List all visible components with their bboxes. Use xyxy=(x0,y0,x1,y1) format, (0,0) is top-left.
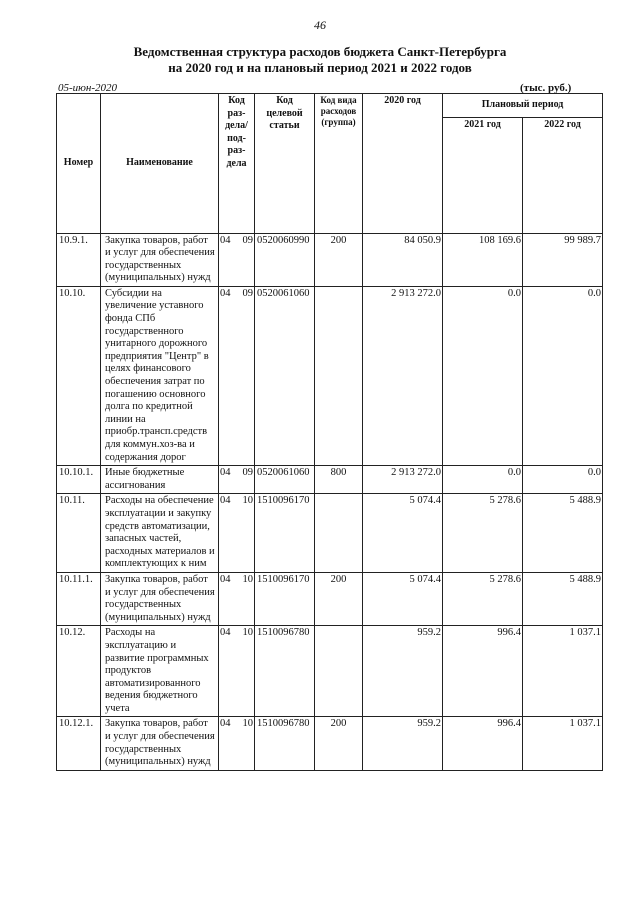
row-2022: 99 989.7 xyxy=(523,233,603,286)
row-number: 10.9.1. xyxy=(57,233,101,286)
row-section: 04 xyxy=(219,717,237,770)
row-2021: 0.0 xyxy=(443,286,523,465)
row-expense: 200 xyxy=(315,572,363,625)
row-2021: 996.4 xyxy=(443,626,523,717)
row-expense xyxy=(315,286,363,465)
row-2022: 1 037.1 xyxy=(523,626,603,717)
table-row xyxy=(57,494,603,573)
page-number: 46 xyxy=(314,18,326,32)
row-expense: 800 xyxy=(315,466,363,494)
row-2022: 1 037.1 xyxy=(523,717,603,770)
row-2020: 5 074.4 xyxy=(363,494,443,573)
row-2020: 959.2 xyxy=(363,626,443,717)
row-2022: 0.0 xyxy=(523,286,603,465)
row-number: 10.11. xyxy=(57,494,101,573)
row-target: 1510096170 xyxy=(255,494,315,573)
row-subsection: 10 xyxy=(237,717,255,770)
title-line-2: на 2020 год и на плановый период 2021 и 2022 годов xyxy=(168,60,472,75)
row-name: Закупка товаров, работ и услуг для обеспечения государственных (муниципальных) нужд xyxy=(101,233,219,286)
row-expense: 200 xyxy=(315,717,363,770)
row-section: 04 xyxy=(219,466,237,494)
row-number: 10.11.1. xyxy=(57,572,101,625)
table-row xyxy=(57,626,603,717)
row-2021: 108 169.6 xyxy=(443,233,523,286)
row-2021: 996.4 xyxy=(443,717,523,770)
table-row xyxy=(57,572,603,625)
row-2021: 5 278.6 xyxy=(443,572,523,625)
row-2022: 5 488.9 xyxy=(523,494,603,573)
header-2021-space xyxy=(443,133,523,234)
header-2022-space xyxy=(523,133,603,234)
document-date: 05-июн-2020 xyxy=(58,82,118,94)
header-name: Наименование xyxy=(101,94,219,234)
document-title xyxy=(0,44,640,76)
row-number: 10.12. xyxy=(57,626,101,717)
row-2022: 5 488.9 xyxy=(523,572,603,625)
row-section: 04 xyxy=(219,286,237,465)
row-name: Закупка товаров, работ и услуг для обеспечения государственных (муниципальных) нужд xyxy=(101,572,219,625)
table-row xyxy=(57,286,603,465)
row-name: Расходы на обеспечение эксплуатации и закупку средств автоматизации, запасных частей, расходных материалов и комплектующих к ним xyxy=(101,494,219,573)
row-expense: 200 xyxy=(315,233,363,286)
row-subsection: 09 xyxy=(237,286,255,465)
row-2021: 0.0 xyxy=(443,466,523,494)
row-number: 10.10.1. xyxy=(57,466,101,494)
row-name: Иные бюджетные ассигнования xyxy=(101,466,219,494)
row-number: 10.12.1. xyxy=(57,717,101,770)
units-label: (тыс. руб.) xyxy=(520,82,572,94)
header-target: Код целевой статьи xyxy=(255,94,315,234)
row-2020: 2 913 272.0 xyxy=(363,466,443,494)
header-number: Номер xyxy=(57,94,101,234)
budget-table xyxy=(56,93,603,771)
title-line-1: Ведомственная структура расходов бюджета Санкт-Петербурга xyxy=(133,44,507,59)
row-expense xyxy=(315,626,363,717)
header-2020: 2020 год xyxy=(363,94,443,234)
row-name: Закупка товаров, работ и услуг для обеспечения государственных (муниципальных) нужд xyxy=(101,717,219,770)
row-2022: 0.0 xyxy=(523,466,603,494)
header-expense: Код вида расходов (группа) xyxy=(315,94,363,234)
row-name: Субсидии на увеличение уставного фонда СПб государственного унитарного дорожного предприятия "Центр" в целях финансового обеспечения затрат по погашению основного долга по кредитной линии на приобр.трансп.средств для коммун.хоз-ва и содержания дорог xyxy=(101,286,219,465)
row-2020: 5 074.4 xyxy=(363,572,443,625)
row-2021: 5 278.6 xyxy=(443,494,523,573)
row-2020: 84 050.9 xyxy=(363,233,443,286)
row-name: Расходы на эксплуатацию и развитие программных продуктов автоматизированного ведения бюджетного учета xyxy=(101,626,219,717)
row-section: 04 xyxy=(219,572,237,625)
row-subsection: 09 xyxy=(237,466,255,494)
row-2020: 2 913 272.0 xyxy=(363,286,443,465)
header-2022: 2022 год xyxy=(523,118,603,133)
row-expense xyxy=(315,494,363,573)
row-target: 1510096170 xyxy=(255,572,315,625)
header-section: Код раз- дела/ под- раз- дела xyxy=(219,94,255,234)
row-target: 0520061060 xyxy=(255,286,315,465)
row-target: 0520060990 xyxy=(255,233,315,286)
row-subsection: 10 xyxy=(237,494,255,573)
row-target: 1510096780 xyxy=(255,626,315,717)
row-subsection: 10 xyxy=(237,626,255,717)
row-subsection: 10 xyxy=(237,572,255,625)
row-section: 04 xyxy=(219,233,237,286)
table-row xyxy=(57,233,603,286)
row-section: 04 xyxy=(219,494,237,573)
table-row xyxy=(57,717,603,770)
row-target: 0520061060 xyxy=(255,466,315,494)
header-2021: 2021 год xyxy=(443,118,523,133)
row-2020: 959.2 xyxy=(363,717,443,770)
row-subsection: 09 xyxy=(237,233,255,286)
row-section: 04 xyxy=(219,626,237,717)
row-number: 10.10. xyxy=(57,286,101,465)
table-row xyxy=(57,466,603,494)
row-target: 1510096780 xyxy=(255,717,315,770)
header-planned: Плановый период xyxy=(443,94,603,118)
